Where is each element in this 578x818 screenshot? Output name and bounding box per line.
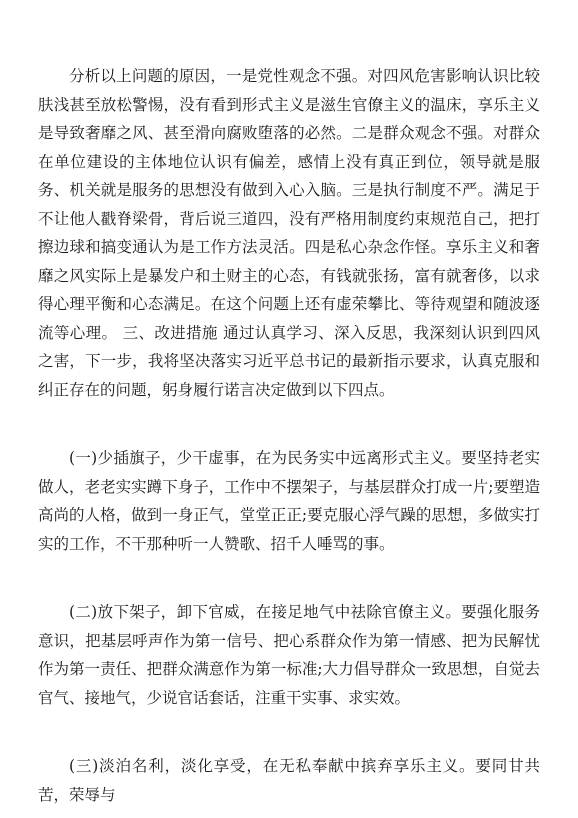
measure-two-paragraph: (二)放下架子，卸下官威，在接足地气中祛除官僚主义。要强化服务意识，把基层呼声作为第一信号、把心系群众作为第一情感、把为民解忧作为第一责任、把群众满意作为第一标准;大力倡导群众一致思想，自觉去官气、接地气，少说官话套话，注重干实事、求实效。 [38, 603, 540, 707]
analysis-paragraph: 分析以上问题的原因，一是党性观念不强。对四风危害影响认识比较肤浅甚至放松警惕，没有看到形式主义是滋生官僚主义的温床，享乐主义是导致奢靡之风、甚至滑向腐败堕落的必然。二是群众观念不强。对群众在单位建设的主体地位认识有偏差，感情上没有真正到位，领导就是服务、机关就是服务的思想没有做到入心入脑。三是执行制度不严。满足于不让他人戳脊梁骨，背后说三道四，没有严格用制度约束规范自己，把打擦边球和搞变通认为是工作方法灵活。四是私心杂念作怪。享乐主义和奢靡之风实际上是暴发户和土财主的心态，有钱就张扬，富有就奢侈，以求得心理平衡和心态满足。在这个问题上还有虚荣攀比、等待观望和随波逐流等心理。 三、改进措施 通过认真学习、深入反思，我深刻认识到四风之害，下一步，我将坚决落实习近平总书记的最新指示要求，认真克服和纠正存在的问题，躬身履行诺言决定做到以下四点。 [38, 67, 540, 399]
measure-one-paragraph: (一)少插旗子，少干虚事，在为民务实中远离形式主义。要坚持老实做人，老老实实蹲下身子，工作中不摆架子，与基层群众打成一片;要塑造高尚的人格，做到一身正气，堂堂正正;要克服心浮气躁的思想，多做实打实的工作，不干那种听一人赞歌、招千人唾骂的事。 [38, 449, 540, 553]
measure-three-paragraph: (三)淡泊名利，淡化享受，在无私奉献中摈弃享乐主义。要同甘共苦，荣辱与 [38, 757, 540, 804]
